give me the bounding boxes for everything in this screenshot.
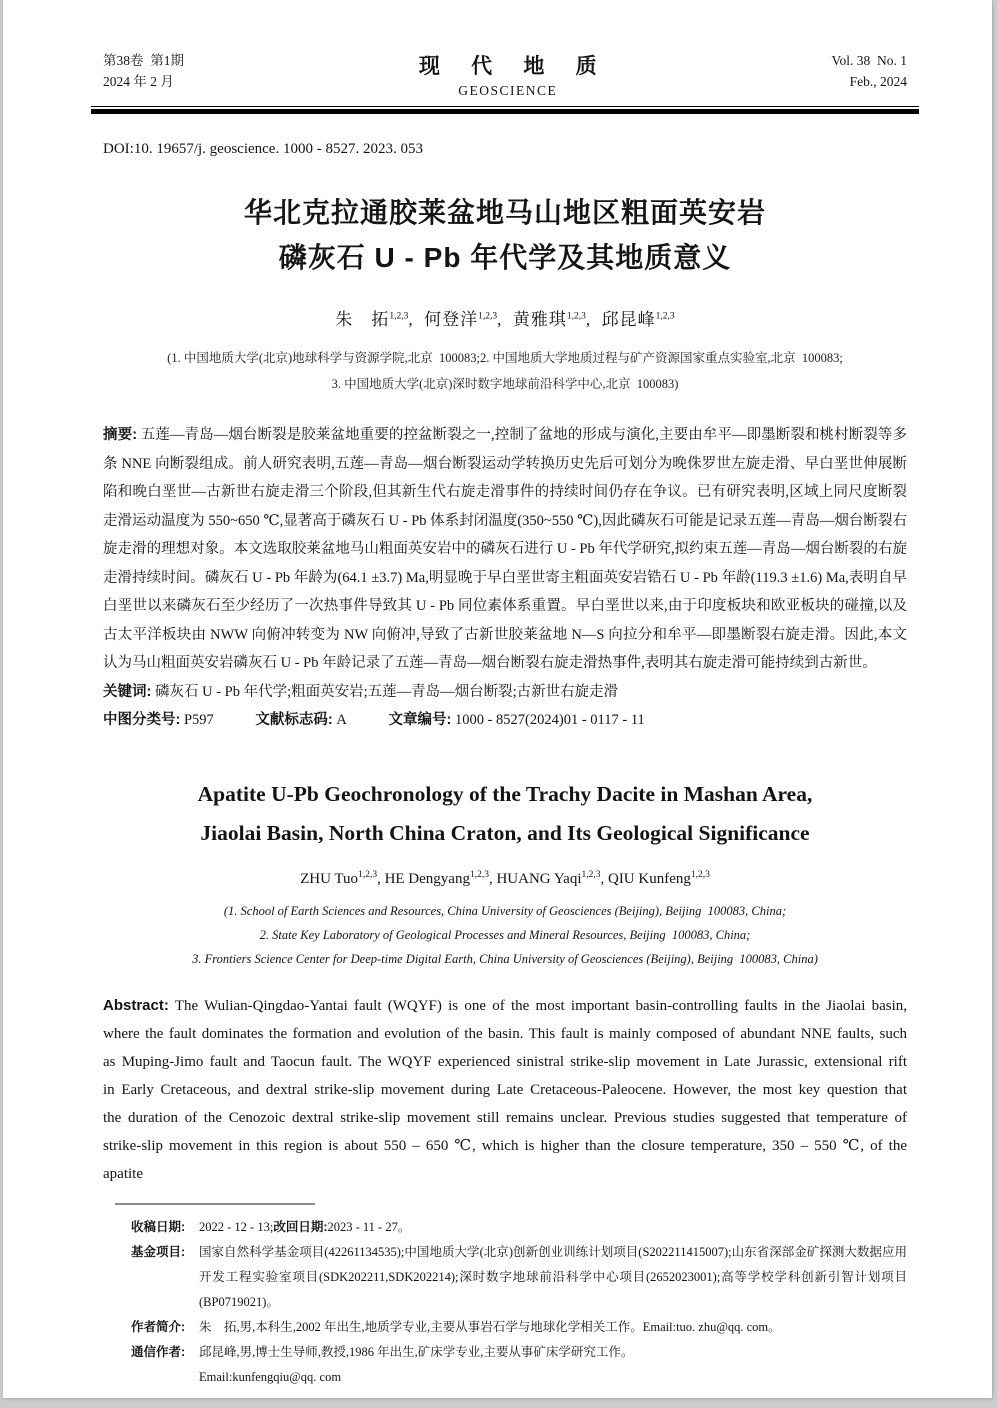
authors-en: [103, 870, 907, 888]
keywords-cn-label: 关键词:: [103, 683, 152, 700]
header-left: [103, 50, 184, 92]
volume-number-en: Vol. 38 No. 1: [831, 53, 907, 68]
abstract-en: [103, 992, 907, 1188]
abstract-cn: [103, 421, 907, 678]
affiliation-en-line2: 2. State Key Laboratory of Geological Processes and Mineral Resources, Beijing 100083, China;: [259, 927, 751, 942]
affiliation-cn-line2: 3. 中国地质大学(北京)深时数字地球前沿科学中心,北京 100083): [331, 377, 679, 391]
affiliations-cn: [103, 345, 907, 397]
author-en: HE Dengyang$^{1,2,3}$,: [384, 869, 497, 887]
keywords-cn-text: 磷灰石 U - Pb 年代学;粗面英安岩;五莲—青岛—烟台断裂;古新世右旋走滑: [154, 683, 619, 700]
author-cn: 何登洋$^{1,2,3}$,: [424, 310, 508, 329]
article-id: 文章编号: 1000 - 8527(2024)01 - 0117 - 11: [388, 712, 645, 728]
author-cn: 黄雅琪$^{1,2,3}$,: [512, 310, 597, 329]
document-code: 文献标志码: A: [255, 712, 347, 728]
header-right: [831, 50, 907, 92]
footnote-received-date: 收稿日期: 2022 - 12 - 13;改回日期:2023 - 11 - 27。: [131, 1219, 411, 1234]
author-cn: 朱 拓$^{1,2,3}$,: [335, 310, 419, 329]
journal-header: [103, 50, 907, 99]
keywords-cn: [103, 678, 907, 707]
article-title-cn-line2: 磷灰石 U - Pb 年代学及其地质意义: [278, 242, 732, 273]
journal-name-en: GEOSCIENCE: [458, 83, 558, 98]
affiliation-en-line3: 3. Frontiers Science Center for Deep-time Digital Earth, China University of Geosciences (Beijing), Beijing 100083, China): [192, 951, 818, 966]
footnote-separator: [115, 1203, 315, 1205]
article-title-en-line1: Apatite U-Pb Geochronology of the Trachy Dacite in Mashan Area,: [197, 781, 813, 806]
article-title-cn: [103, 190, 907, 280]
author-en: QIU Kunfeng$^{1,2,3}$: [607, 869, 710, 887]
article-title-cn-line1: 华北克拉通胶莱盆地马山地区粗面英安岩: [243, 197, 766, 228]
author-cn: 邱昆峰$^{1,2,3}$: [601, 310, 675, 329]
doi-line: DOI:10. 19657/j. geoscience. 1000 - 8527. 2023. 053: [103, 141, 423, 157]
footnote-author-bio: 作者简介: 朱 拓,男,本科生,2002 年出生,地质学专业,主要从事岩石学与地球化学相关工作。Email:tuo. zhu@qq. com。: [131, 1319, 781, 1334]
affiliations-en: [103, 899, 907, 971]
abstract-en-text: The Wulian-Qingdao-Yantai fault (WQYF) is one of the most important basin-controlling faults in the Jiaolai basin, where the fault dominates the formation and evolution of the basin. This fault is mainly composed of abundant NNE faults, such as Muping-Jimo fault and Taocun fault. The WQYF experienced sinistral strike-slip movement in Late Jurassic, extensional rift in Early Cretaceous, and dextral strike-slip movement during Late Cretaceous-Paleocene. However, the most key question that the duration of the Cenozoic dextral strike-slip movement still remains unclear. Previous studies suggested that temperature of strike-slip movement in this region is about 550 – 650 ℃, which is higher than the closure temperature, 350 – 550 ℃, of the apatite: [103, 997, 908, 1182]
abstract-cn-text: 五莲—青岛—烟台断裂是胶莱盆地重要的控盆断裂之一,控制了盆地的形成与演化,主要由牟平—即墨断裂和桃村断裂等多条 NNE 向断裂组成。前人研究表明,五莲—青岛—烟台断裂运动学转换历史先后可划分为晚侏罗世左旋走滑、早白垩世伸展断陷和晚白垩世—古新世右旋走滑三个阶段,但其新生代右旋走滑事件的持续时间仍存在争议。已有研究表明,区域上同尺度断裂走滑运动温度为 550~650 ℃,显著高于磷灰石 U - Pb 体系封闭温度(350~550 ℃),因此磷灰石可能是记录五莲—青岛—烟台断裂右旋走滑的理想对象。本文选取胶莱盆地马山粗面英安岩中的磷灰石进行 U - Pb 年代学研究,拟约束五莲—青岛—烟台断裂的右旋走滑持续时间。磷灰石 U - Pb 年龄为(64.1 ±3.7) Ma,明显晚于早白垩世寄主粗面英安岩锆石 U - Pb 年龄(119.3 ±1.6) Ma,表明自早白垩世以来磷灰石至少经历了一次热事件导致其 U - Pb 同位素体系重置。早白垩世以来,由于印度板块和欧亚板块的碰撞,以及古太平洋板块由 NWW 向俯冲转变为 NW 向俯冲,导致了古新世胶莱盆地 N—S 向拉分和牟平—即墨断裂右旋走滑。因此,本文认为马山粗面英安岩磷灰石 U - Pb 年龄记录了五莲—青岛—烟台断裂右旋走滑热事件,表明其右旋走滑可能持续到古新世。: [103, 427, 908, 671]
journal-name-block: [184, 50, 831, 99]
authors-cn: [103, 305, 907, 330]
corresponding-author-email: Email:kunfengqiu@qq. com: [199, 1369, 342, 1384]
classification-row: [103, 706, 907, 735]
footnote-corresponding-author: 通信作者: 邱昆峰,男,博士生导师,教授,1986 年出生,矿床学专业,主要从事矿床学研究工作。 Email:kunfengqiu@qq. com: [131, 1340, 907, 1390]
issue-number-cn: 第38卷 第1期: [103, 53, 184, 68]
author-en: HUANG Yaqi$^{1,2,3}$,: [496, 869, 608, 887]
affiliation-cn-line1: (1. 中国地质大学(北京)地球科学与资源学院,北京 100083;2. 中国地质大学地质过程与矿产资源国家重点实验室,北京 100083;: [167, 351, 843, 365]
author-en: ZHU Tuo$^{1,2,3}$,: [300, 869, 385, 887]
footnote-block: [103, 1215, 907, 1390]
issue-date-cn: 2024 年 2 月: [103, 74, 174, 89]
article-title-en: [103, 775, 907, 853]
abstract-cn-label: 摘要:: [103, 427, 138, 443]
article-title-en-line2: Jiaolai Basin, North China Craton, and Its Geological Significance: [200, 820, 810, 845]
affiliation-en-line1: (1. School of Earth Sciences and Resources, China University of Geosciences (Beijing), Beijing 100083, China;: [223, 903, 787, 918]
journal-name-cn: 现 代 地 质: [418, 54, 610, 78]
issue-date-en: Feb., 2024: [849, 74, 907, 89]
header-double-rule: [91, 106, 919, 114]
clc-number: 中图分类号: P597: [103, 712, 214, 728]
footnote-funding: 基金项目: 国家自然科学基金项目(42261134535);中国地质大学(北京)创新创业训练计划项目(S202211415007);山东省深部金矿探测大数据应用开发工程实验室项目(SDK202211,SDK202214);深时数字地球前沿科学中心项目(2652023001);高等学校学科创新引智计划项目(BP0719021)。: [131, 1244, 907, 1309]
journal-page: [2, 0, 992, 1398]
abstract-en-label: Abstract:: [103, 996, 169, 1014]
